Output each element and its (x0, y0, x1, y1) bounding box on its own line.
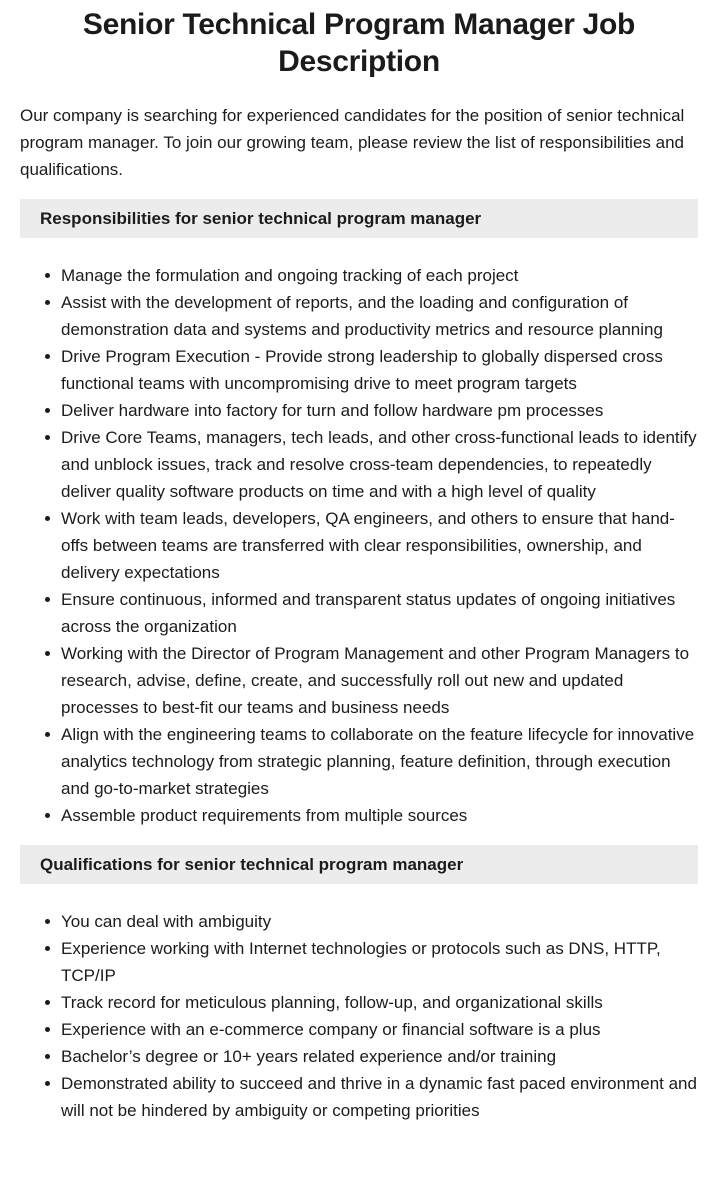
page-title: Senior Technical Program Manager Job Description (82, 8, 636, 78)
list-item: Drive Core Teams, managers, tech leads, and other cross-functional leads to identify and unblock issues, track and resolve cross-team dependencies, to repeatedly deliver quality software products on time and with a high level of quality (45, 424, 698, 505)
list-item: Align with the engineering teams to collaborate on the feature lifecycle for innovative analytics technology from strategic planning, feature definition, through execution and go-to-market strategies (45, 721, 698, 802)
qualifications-section-header: Qualifications for senior technical program manager (20, 845, 698, 884)
list-item: Manage the formulation and ongoing tracking of each project (45, 262, 698, 289)
list-item: Work with team leads, developers, QA engineers, and others to ensure that hand-offs between teams are transferred with clear responsibilities, ownership, and delivery expectations (45, 505, 698, 586)
list-item: Drive Program Execution - Provide strong leadership to globally dispersed cross functional teams with uncompromising drive to meet program targets (45, 343, 698, 397)
list-item: Working with the Director of Program Management and other Program Managers to research, advise, define, create, and successfully roll out new and updated processes to best-fit our teams and business needs (45, 640, 698, 721)
list-item: Deliver hardware into factory for turn and follow hardware pm processes (45, 397, 698, 424)
list-item: Experience working with Internet technologies or protocols such as DNS, HTTP, TCP/IP (45, 935, 698, 989)
list-item: You can deal with ambiguity (45, 908, 698, 935)
responsibilities-section-header: Responsibilities for senior technical program manager (20, 199, 698, 238)
list-item: Experience with an e-commerce company or financial software is a plus (45, 1016, 698, 1043)
list-item: Assemble product requirements from multiple sources (45, 802, 698, 829)
responsibilities-list (20, 262, 698, 829)
list-item: Assist with the development of reports, and the loading and configuration of demonstration data and systems and productivity metrics and resource planning (45, 289, 698, 343)
list-item: Track record for meticulous planning, follow-up, and organizational skills (45, 989, 698, 1016)
list-item: Bachelor’s degree or 10+ years related experience and/or training (45, 1043, 698, 1070)
intro-paragraph: Our company is searching for experienced candidates for the position of senior technical program manager. To join our growing team, please review the list of responsibilities and qualifications. (20, 106, 685, 179)
qualifications-list (20, 908, 698, 1124)
list-item: Demonstrated ability to succeed and thrive in a dynamic fast paced environment and will not be hindered by ambiguity or competing priorities (45, 1070, 698, 1124)
list-item: Ensure continuous, informed and transparent status updates of ongoing initiatives across the organization (45, 586, 698, 640)
